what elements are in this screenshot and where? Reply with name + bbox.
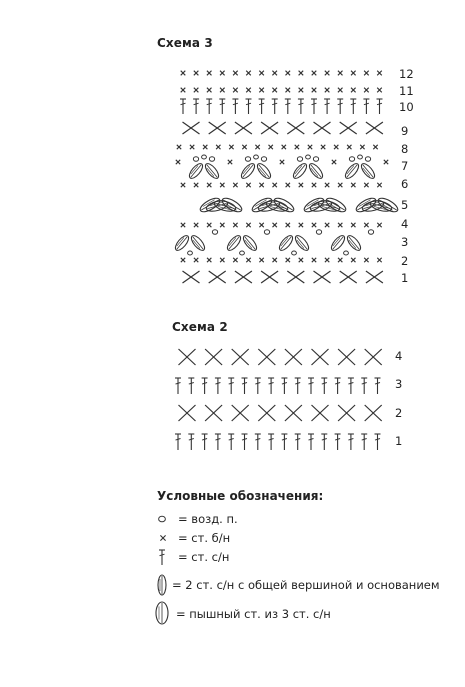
chain-stitch-icon <box>202 155 207 159</box>
single-crochet-icon <box>272 71 277 76</box>
crossed-stitch-icon <box>179 405 196 421</box>
single-crochet-icon <box>312 258 316 262</box>
chain-stitch-icon <box>316 230 321 234</box>
single-crochet-icon <box>295 145 299 149</box>
single-crochet-icon <box>377 183 381 187</box>
dc2tog-icon <box>359 162 377 181</box>
single-crochet-icon <box>351 71 356 76</box>
row-number: 4 <box>401 217 409 231</box>
single-crochet-icon <box>207 71 212 76</box>
double-crochet-icon <box>375 378 381 394</box>
double-crochet-icon <box>337 99 343 114</box>
crossed-stitch-icon <box>232 405 249 421</box>
dc2tog-icon <box>241 234 259 253</box>
scheme-3-title: Схема 3 <box>157 36 213 50</box>
row-number: 4 <box>395 349 403 363</box>
double-crochet-icon <box>175 378 181 394</box>
single-crochet-icon <box>207 258 211 262</box>
single-crochet-icon <box>299 183 303 187</box>
single-crochet-icon <box>255 145 259 149</box>
double-crochet-icon <box>246 99 252 114</box>
single-crochet-icon <box>216 145 220 149</box>
single-crochet-icon <box>338 71 343 76</box>
crossed-stitch-icon <box>235 122 252 134</box>
row-number: 5 <box>401 198 409 212</box>
crossed-stitch-icon <box>366 271 383 283</box>
row-number: 2 <box>401 254 409 268</box>
double-crochet-icon <box>335 434 341 450</box>
single-crochet-icon <box>194 258 198 262</box>
single-crochet-icon <box>338 183 342 187</box>
single-crochet-icon <box>351 258 355 262</box>
dc2tog-icon <box>255 162 273 181</box>
double-crochet-icon <box>228 434 234 450</box>
single-crochet-icon <box>360 145 364 149</box>
single-crochet-icon <box>259 183 263 187</box>
single-crochet-icon <box>273 223 277 227</box>
double-crochet-icon <box>308 434 314 450</box>
single-crochet-icon <box>160 535 165 540</box>
crossed-stitch-icon <box>258 349 275 365</box>
crossed-stitch-icon <box>258 405 275 421</box>
single-crochet-icon <box>203 145 207 149</box>
chain-stitch-icon <box>306 155 311 159</box>
double-crochet-icon <box>268 378 274 394</box>
crossed-stitch-icon <box>209 271 226 283</box>
double-crochet-icon <box>242 434 248 450</box>
chain-stitch-icon <box>349 157 354 161</box>
single-crochet-icon <box>207 223 211 227</box>
dc2tog-icon <box>239 162 257 181</box>
crossed-stitch-icon <box>314 122 331 134</box>
double-crochet-icon <box>175 434 181 450</box>
single-crochet-icon <box>325 258 329 262</box>
crossed-stitch-icon <box>285 405 302 421</box>
single-crochet-icon <box>312 71 317 76</box>
crossed-stitch-icon <box>340 271 357 283</box>
chain-stitch-icon <box>297 157 302 161</box>
double-crochet-icon <box>272 99 278 114</box>
chain-stitch-icon <box>344 251 349 255</box>
double-crochet-icon <box>295 378 301 394</box>
crossed-stitch-icon <box>365 405 382 421</box>
double-crochet-icon <box>242 378 248 394</box>
dc2tog-icon <box>343 162 361 181</box>
dc2tog-icon <box>329 234 347 253</box>
single-crochet-icon <box>325 183 329 187</box>
double-crochet-icon <box>298 99 304 114</box>
row-number: 3 <box>395 377 403 391</box>
single-crochet-icon <box>229 145 233 149</box>
chain-stitch-icon <box>193 157 198 161</box>
single-crochet-icon <box>269 145 273 149</box>
double-crochet-icon <box>159 550 165 565</box>
single-crochet-icon <box>364 183 368 187</box>
crossed-stitch-icon <box>205 349 222 365</box>
single-crochet-icon <box>220 258 224 262</box>
double-crochet-icon <box>215 434 221 450</box>
single-crochet-icon <box>220 88 225 93</box>
single-crochet-icon <box>286 88 291 93</box>
crossed-stitch-icon <box>183 122 200 134</box>
single-crochet-icon <box>325 71 330 76</box>
single-crochet-icon <box>233 223 237 227</box>
puff-stitch-icon <box>156 602 168 624</box>
double-crochet-icon <box>361 434 367 450</box>
single-crochet-icon <box>246 183 250 187</box>
crossed-stitch-icon <box>340 122 357 134</box>
double-crochet-icon <box>348 378 354 394</box>
double-crochet-icon <box>321 434 327 450</box>
single-crochet-icon <box>321 145 325 149</box>
single-crochet-icon <box>334 145 338 149</box>
double-crochet-icon <box>255 434 261 450</box>
single-crochet-icon <box>259 223 263 227</box>
single-crochet-icon <box>280 160 284 164</box>
crossed-stitch-icon <box>338 349 355 365</box>
dc2tog-icon <box>203 162 221 181</box>
double-crochet-icon <box>281 378 287 394</box>
single-crochet-icon <box>308 145 312 149</box>
single-crochet-icon <box>325 223 329 227</box>
single-crochet-icon <box>220 223 224 227</box>
single-crochet-icon <box>259 88 264 93</box>
chain-stitch-icon <box>292 251 297 255</box>
crossed-stitch-icon <box>183 271 200 283</box>
single-crochet-icon <box>246 71 251 76</box>
double-crochet-icon <box>363 99 369 114</box>
double-crochet-icon <box>285 99 291 114</box>
single-crochet-icon <box>194 223 198 227</box>
chain-stitch-icon <box>245 157 250 161</box>
legend-label-sc: = ст. б/н <box>178 531 231 545</box>
single-crochet-icon <box>299 223 303 227</box>
dc2tog-icon <box>293 234 311 253</box>
single-crochet-icon <box>207 88 212 93</box>
single-crochet-icon <box>246 258 250 262</box>
single-crochet-icon <box>246 223 250 227</box>
single-crochet-icon <box>384 160 388 164</box>
double-crochet-icon <box>202 378 208 394</box>
double-crochet-icon <box>350 99 356 114</box>
single-crochet-icon <box>286 71 291 76</box>
single-crochet-icon <box>299 71 304 76</box>
dc2tog-icon <box>187 162 205 181</box>
single-crochet-icon <box>312 223 316 227</box>
crossed-stitch-icon <box>314 271 331 283</box>
double-crochet-icon <box>215 378 221 394</box>
single-crochet-icon <box>190 145 194 149</box>
single-crochet-icon <box>233 88 238 93</box>
dc2tog-icon <box>225 234 243 253</box>
single-crochet-icon <box>273 183 277 187</box>
legend-title: Условные обозначения: <box>157 489 324 503</box>
single-crochet-icon <box>364 88 369 93</box>
dc2tog-icon <box>345 234 363 253</box>
double-crochet-icon <box>202 434 208 450</box>
single-crochet-icon <box>364 258 368 262</box>
single-crochet-icon <box>233 183 237 187</box>
dc2tog-icon <box>173 234 191 253</box>
dc2tog-icon <box>189 234 207 253</box>
single-crochet-icon <box>286 258 290 262</box>
crossed-stitch-icon <box>338 405 355 421</box>
dc2tog-icon <box>291 162 309 181</box>
double-crochet-icon <box>255 378 261 394</box>
single-crochet-icon <box>351 183 355 187</box>
single-crochet-icon <box>181 183 185 187</box>
single-crochet-icon <box>351 223 355 227</box>
row-number: 12 <box>399 67 414 81</box>
single-crochet-icon <box>273 258 277 262</box>
double-crochet-icon <box>321 378 327 394</box>
single-crochet-icon <box>207 183 211 187</box>
row-number: 1 <box>401 271 409 285</box>
single-crochet-icon <box>176 160 180 164</box>
double-crochet-icon <box>259 99 265 114</box>
single-crochet-icon <box>338 258 342 262</box>
double-crochet-icon <box>268 434 274 450</box>
single-crochet-icon <box>220 71 225 76</box>
double-crochet-icon <box>188 434 194 450</box>
double-crochet-icon <box>295 434 301 450</box>
single-crochet-icon <box>312 183 316 187</box>
double-crochet-icon <box>361 378 367 394</box>
single-crochet-icon <box>377 88 382 93</box>
crossed-stitch-icon <box>209 122 226 134</box>
double-crochet-icon <box>219 99 225 114</box>
single-crochet-icon <box>181 223 185 227</box>
scheme-2-title: Схема 2 <box>172 320 228 334</box>
row-number: 2 <box>395 406 403 420</box>
single-crochet-icon <box>233 71 238 76</box>
double-crochet-icon <box>335 378 341 394</box>
row-number: 11 <box>399 84 414 98</box>
legend-label-dc: = ст. с/н <box>178 550 230 564</box>
single-crochet-icon <box>312 88 317 93</box>
crossed-stitch-icon <box>261 271 278 283</box>
single-crochet-icon <box>325 88 330 93</box>
chain-stitch-icon <box>159 516 166 522</box>
crossed-stitch-icon <box>365 349 382 365</box>
single-crochet-icon <box>181 71 186 76</box>
chain-stitch-icon <box>240 251 245 255</box>
legend-label-chain: = возд. п. <box>178 512 238 526</box>
single-crochet-icon <box>286 183 290 187</box>
single-crochet-icon <box>194 71 199 76</box>
legend-label-puff: = пышный ст. из 3 ст. с/н <box>176 607 331 621</box>
single-crochet-icon <box>364 223 368 227</box>
single-crochet-icon <box>299 258 303 262</box>
chain-stitch-icon <box>368 230 373 234</box>
single-crochet-icon <box>177 145 181 149</box>
single-crochet-icon <box>259 71 264 76</box>
single-crochet-icon <box>220 183 224 187</box>
chain-stitch-icon <box>313 157 318 161</box>
chain-stitch-icon <box>358 155 363 159</box>
double-crochet-icon <box>377 99 383 114</box>
chain-stitch-icon <box>212 230 217 234</box>
chain-stitch-icon <box>264 230 269 234</box>
single-crochet-icon <box>246 88 251 93</box>
single-crochet-icon <box>347 145 351 149</box>
double-crochet-icon <box>232 99 238 114</box>
crossed-stitch-icon <box>312 405 329 421</box>
double-crochet-icon <box>308 378 314 394</box>
double-crochet-icon <box>281 434 287 450</box>
crossed-stitch-icon <box>205 405 222 421</box>
crossed-stitch-icon <box>312 349 329 365</box>
single-crochet-icon <box>364 71 369 76</box>
row-number: 10 <box>399 100 414 114</box>
single-crochet-icon <box>228 160 232 164</box>
single-crochet-icon <box>181 258 185 262</box>
single-crochet-icon <box>377 223 381 227</box>
single-crochet-icon <box>373 145 377 149</box>
single-crochet-icon <box>181 88 186 93</box>
double-crochet-icon <box>348 434 354 450</box>
single-crochet-icon <box>351 88 356 93</box>
single-crochet-icon <box>286 223 290 227</box>
crossed-stitch-icon <box>179 349 196 365</box>
legend-label-dc2tog: = 2 ст. с/н с общей вершиной и основанием <box>172 578 440 592</box>
crossed-stitch-icon <box>232 349 249 365</box>
row-number: 8 <box>401 142 409 156</box>
single-crochet-icon <box>233 258 237 262</box>
single-crochet-icon <box>272 88 277 93</box>
chain-stitch-icon <box>254 155 259 159</box>
double-crochet-icon <box>193 99 199 114</box>
chain-stitch-icon <box>188 251 193 255</box>
double-crochet-icon <box>324 99 330 114</box>
row-number: 3 <box>401 235 409 249</box>
single-crochet-icon <box>332 160 336 164</box>
chain-stitch-icon <box>261 157 266 161</box>
double-crochet-icon <box>188 378 194 394</box>
dc2tog-icon <box>158 575 166 595</box>
dc2tog-icon <box>277 234 295 253</box>
chain-stitch-icon <box>365 157 370 161</box>
single-crochet-icon <box>242 145 246 149</box>
chain-stitch-icon <box>209 157 214 161</box>
crossed-stitch-icon <box>287 122 304 134</box>
double-crochet-icon <box>311 99 317 114</box>
single-crochet-icon <box>299 88 304 93</box>
row-number: 6 <box>401 177 409 191</box>
crossed-stitch-icon <box>235 271 252 283</box>
double-crochet-icon <box>206 99 212 114</box>
single-crochet-icon <box>259 258 263 262</box>
single-crochet-icon <box>338 223 342 227</box>
double-crochet-icon <box>375 434 381 450</box>
crossed-stitch-icon <box>285 349 302 365</box>
dc2tog-icon <box>307 162 325 181</box>
row-number: 9 <box>401 124 409 138</box>
row-number: 7 <box>401 159 409 173</box>
double-crochet-icon <box>228 378 234 394</box>
single-crochet-icon <box>377 71 382 76</box>
single-crochet-icon <box>282 145 286 149</box>
single-crochet-icon <box>377 258 381 262</box>
double-crochet-icon <box>180 99 186 114</box>
crossed-stitch-icon <box>287 271 304 283</box>
crossed-stitch-icon <box>261 122 278 134</box>
row-number: 1 <box>395 434 403 448</box>
single-crochet-icon <box>194 88 199 93</box>
crossed-stitch-icon <box>366 122 383 134</box>
single-crochet-icon <box>194 183 198 187</box>
single-crochet-icon <box>338 88 343 93</box>
